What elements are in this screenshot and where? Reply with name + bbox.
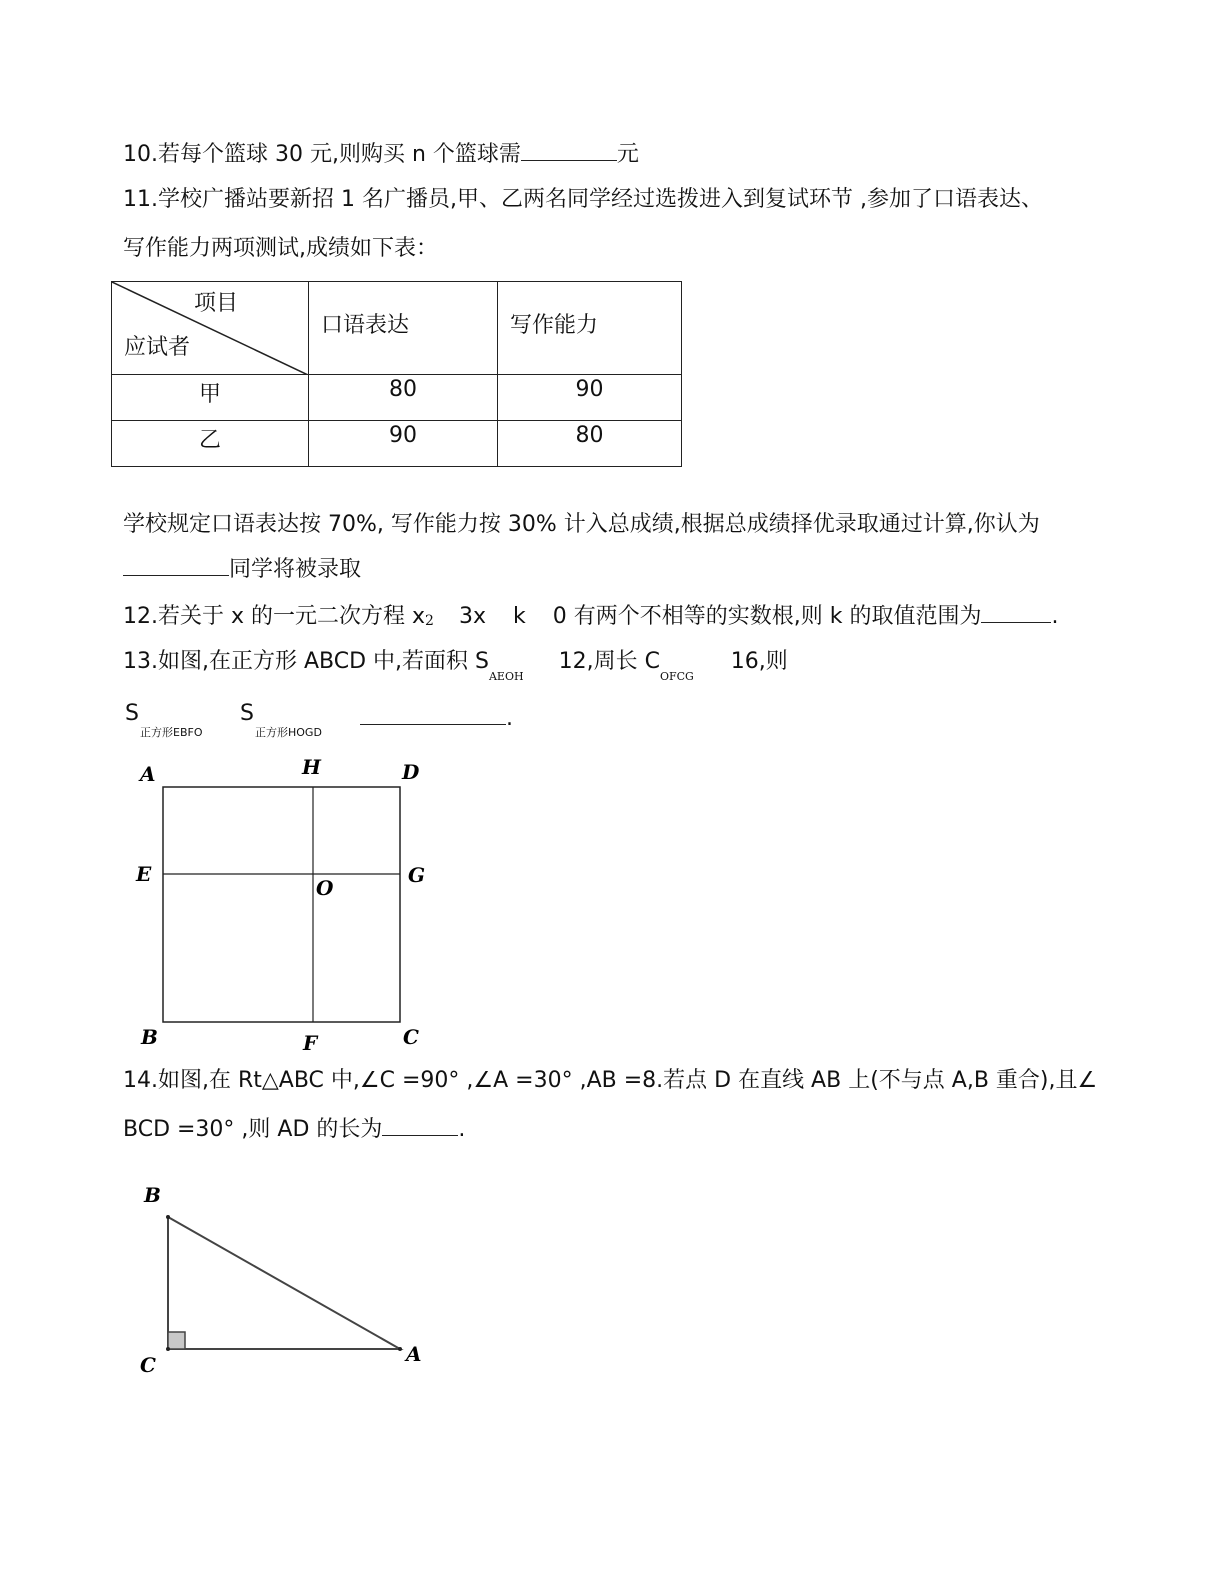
q12-text-b: 有两个不相等的实数根,则 k 的取值范围为 bbox=[573, 604, 982, 629]
question-10 bbox=[123, 142, 639, 166]
q10-answer-blank[interactable] bbox=[521, 142, 617, 161]
q11-line3: 学校规定口语表达按 70%, 写作能力按 30% 计入总成绩,根据总成绩择优录取通过计算,你认为 bbox=[123, 512, 1040, 537]
q13-text-b: ,周长 C bbox=[586, 649, 660, 674]
q13-answer-blank[interactable] bbox=[360, 706, 506, 725]
score-table bbox=[111, 281, 682, 467]
q11-line1: 11.学校广播站要新招 1 名广播员,甲、乙两名同学经过选拨进入到复试环节 ,参加了口语表达、 bbox=[123, 187, 1043, 212]
q13-sub-ofcg: OFCG bbox=[659, 670, 694, 683]
table-row bbox=[112, 421, 682, 467]
q13-period: . bbox=[506, 706, 513, 731]
question-13 bbox=[123, 649, 788, 683]
eq-term-k: k bbox=[512, 604, 526, 629]
label-D: D bbox=[402, 760, 420, 784]
eq-exponent: 2 bbox=[425, 613, 434, 629]
cell-oral: 90 bbox=[309, 421, 498, 467]
column-header-oral: 口语表达 bbox=[309, 282, 498, 375]
q13-value-12: 12 bbox=[558, 649, 587, 674]
label-A: A bbox=[140, 762, 156, 786]
q14-line2-text: BCD =30° ,则 AD 的长为 bbox=[123, 1117, 383, 1142]
q11-line4 bbox=[123, 557, 361, 581]
triangle-figure bbox=[130, 1175, 440, 1385]
q14-line2 bbox=[123, 1117, 465, 1141]
triangle-abc bbox=[168, 1217, 400, 1349]
label-F: F bbox=[303, 1031, 318, 1055]
q10-unit: 元 bbox=[616, 142, 639, 167]
eq-term-3x: 3x bbox=[458, 604, 486, 629]
q12-answer-blank[interactable] bbox=[981, 604, 1051, 623]
label-H: H bbox=[302, 755, 321, 779]
q12-period: . bbox=[1051, 604, 1059, 629]
q11-line2: 写作能力两项测试,成绩如下表： bbox=[123, 236, 438, 261]
q13-text-a: 13.如图,在正方形 ABCD 中,若面积 S bbox=[123, 649, 489, 674]
q14-period: . bbox=[458, 1117, 466, 1142]
q13-answer bbox=[360, 706, 513, 730]
right-angle-mark bbox=[168, 1332, 185, 1349]
square-abcd bbox=[163, 787, 400, 1022]
q13-value-16: 16 bbox=[730, 649, 759, 674]
label-O: O bbox=[316, 876, 334, 900]
q13-expression bbox=[125, 703, 139, 725]
q13-text-c: ,则 bbox=[758, 649, 788, 674]
label-E: E bbox=[136, 862, 152, 886]
label-C: C bbox=[403, 1025, 419, 1049]
table-row bbox=[112, 375, 682, 421]
q13-s1: S bbox=[125, 701, 139, 726]
label-A: A bbox=[406, 1342, 422, 1366]
q11-line4-text: 同学将被录取 bbox=[229, 557, 362, 582]
question-12 bbox=[123, 604, 1058, 628]
q12-equation bbox=[412, 604, 574, 629]
q12-text-a: 12.若关于 x 的一元二次方程 bbox=[123, 604, 405, 629]
cell-writing: 80 bbox=[498, 421, 682, 467]
q10-text: 10.若每个篮球 30 元,则购买 n 个篮球需 bbox=[123, 142, 521, 167]
corner-header-item: 项目 bbox=[194, 291, 239, 316]
eq-zero: 0 bbox=[552, 604, 567, 629]
label-C: C bbox=[140, 1353, 156, 1377]
q13-s1-sub: 正方形EBFO bbox=[140, 726, 203, 739]
column-header-writing: 写作能力 bbox=[498, 282, 682, 375]
q13-s2: S bbox=[240, 701, 254, 726]
table-corner-cell bbox=[112, 282, 309, 375]
eq-x: x bbox=[412, 604, 426, 629]
label-G: G bbox=[408, 863, 426, 887]
q14-line1: 14.如图,在 Rt△ABC 中,∠C =90° ,∠A =30° ,AB =8.若点 D 在直线 AB 上(不与点 A,B 重合),且∠ bbox=[123, 1068, 1098, 1093]
row-name: 乙 bbox=[112, 421, 309, 467]
q11-answer-blank[interactable] bbox=[123, 557, 229, 576]
corner-header-candidate: 应试者 bbox=[124, 335, 191, 360]
q13-s2-sub: 正方形HOGD bbox=[255, 726, 322, 739]
label-B: B bbox=[144, 1183, 161, 1207]
square-figure bbox=[120, 750, 440, 1060]
q14-answer-blank[interactable] bbox=[382, 1117, 458, 1136]
cell-writing: 90 bbox=[498, 375, 682, 421]
row-name: 甲 bbox=[112, 375, 309, 421]
q13-sub-aeoh: AEOH bbox=[488, 670, 524, 683]
label-B: B bbox=[141, 1025, 158, 1049]
cell-oral: 80 bbox=[309, 375, 498, 421]
